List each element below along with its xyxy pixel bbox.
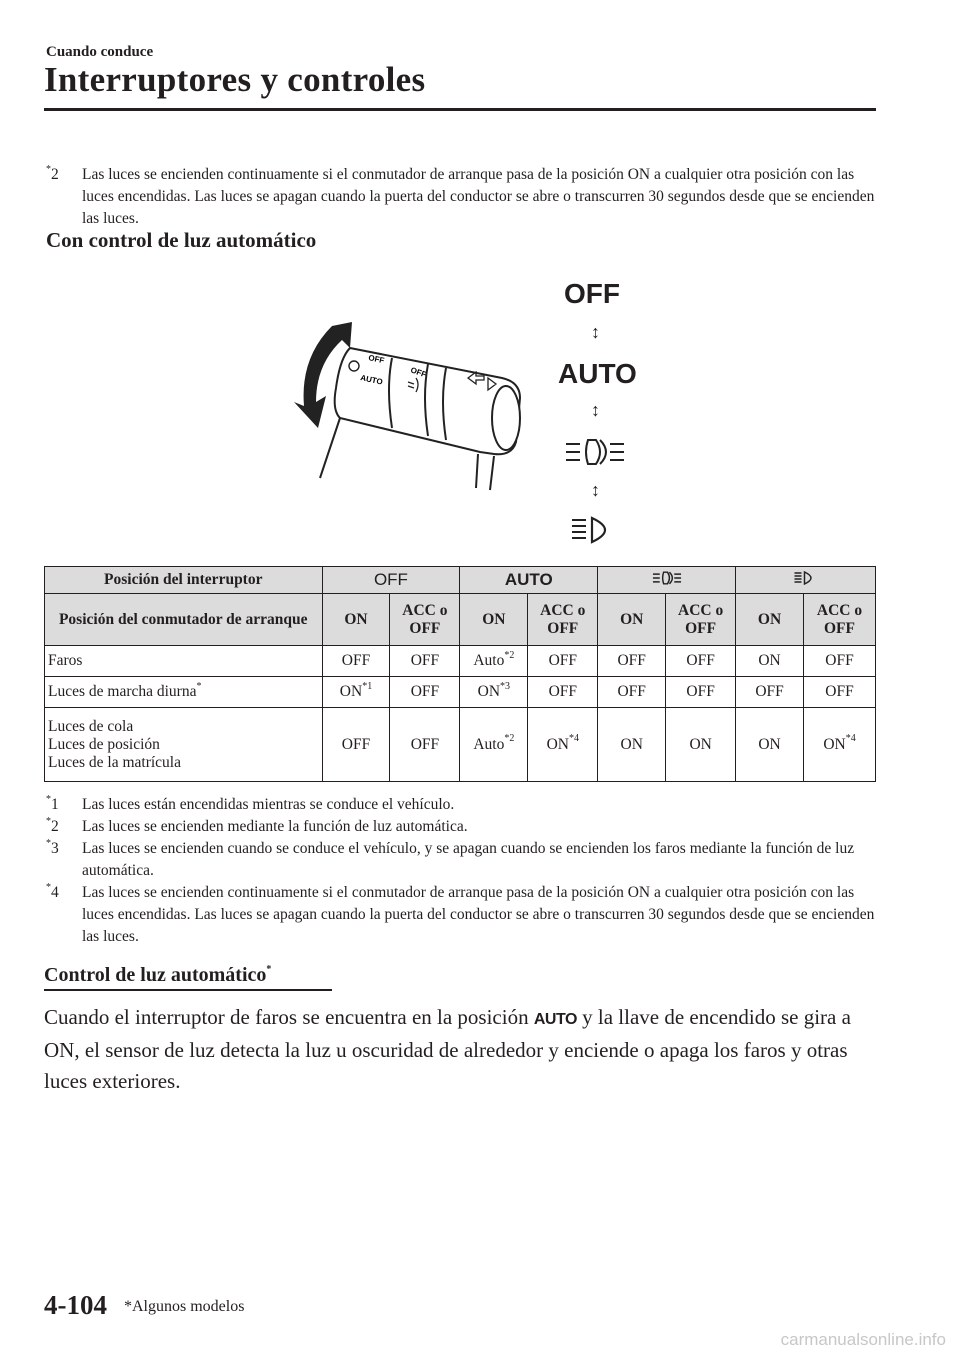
table-cell: Auto$^{*2}$ (460, 646, 528, 677)
watermark: carmanualsonline.info (780, 1330, 946, 1349)
arrow-icon: ↕ (591, 322, 600, 342)
stalk-label-off-2: OFF (409, 365, 428, 380)
ignition-cell: ACC o OFF (666, 594, 736, 646)
table-cell: OFF (804, 646, 876, 677)
ignition-cell: ON (598, 594, 666, 646)
ignition-cell: ACC o OFF (528, 594, 598, 646)
table-cell: OFF (390, 677, 460, 708)
row-label: Faros (45, 646, 323, 677)
headlight-switch-diagram (280, 278, 640, 550)
footnote-marker: *2 (46, 815, 59, 835)
header-headlight (736, 567, 876, 594)
table-cell: ON (666, 708, 736, 782)
table-cell: OFF (322, 646, 390, 677)
table-cell: ON (736, 708, 804, 782)
ignition-cell: ACC o OFF (390, 594, 460, 646)
arrow-icon: ↕ (591, 400, 600, 420)
table-cell: ON$^{*4}$ (528, 708, 598, 782)
table-cell: OFF (322, 708, 390, 782)
row-label: Luces de marcha diurna* (45, 677, 323, 708)
arrow-icon: ↕ (591, 480, 600, 500)
footnote (46, 816, 876, 838)
footnotes (46, 794, 876, 948)
auto-badge: AUTO (533, 1011, 577, 1028)
ignition-cell: ACC o OFF (804, 594, 876, 646)
table-cell: OFF (528, 646, 598, 677)
section-label: Cuando conduce (46, 44, 154, 60)
footer-note: *Algunos modelos (124, 1298, 245, 1315)
footnote-text: Las luces están encendidas mientras se conduce el vehículo. (82, 796, 455, 813)
table-cell: OFF (804, 677, 876, 708)
headlight-icon (570, 512, 620, 553)
footnote (46, 794, 876, 816)
footnote-text: Las luces se encienden cuando se conduce el vehículo, y se apagan cuando se encienden los faros mediante la función de luz automática. (82, 840, 855, 879)
light-operation-table (44, 566, 876, 782)
table-cell: OFF (598, 677, 666, 708)
header-parking-light (598, 567, 736, 594)
footnote-marker: *4 (46, 881, 59, 901)
table-row (45, 708, 876, 782)
table-cell: OFF (666, 646, 736, 677)
table-cell: OFF (528, 677, 598, 708)
position-label-off: OFF (564, 278, 620, 309)
ignition-label: Posición del conmutador de arranque (45, 594, 323, 646)
table-cell: Auto$^{*2}$ (460, 708, 528, 782)
ignition-cell: ON (460, 594, 528, 646)
table-cell: OFF (390, 646, 460, 677)
footnote-marker: *2 (46, 163, 59, 183)
row-label: Luces de cola Luces de posición Luces de la matrícula (45, 708, 323, 782)
footnote-marker: *1 (46, 793, 59, 813)
top-footnote (46, 164, 876, 230)
table-cell: OFF (736, 677, 804, 708)
title-rule (44, 108, 876, 111)
footnote-marker: *3 (46, 837, 59, 857)
table-cell: ON$^{*1}$ (322, 677, 390, 708)
body-paragraph: Cuando el interruptor de faros se encuentra en la posición AUTO y la llave de encendido se gira a ON, el sensor de luz detecta la luz u oscuridad de alrededor y enciende o apaga los faros y otras luces exteriores. (44, 1005, 851, 1093)
stalk-label-off: OFF (367, 353, 386, 366)
table-cell: ON$^{*3}$ (460, 677, 528, 708)
parking-light-icon (564, 434, 626, 475)
table-cell: ON$^{*4}$ (804, 708, 876, 782)
table-cell: OFF (666, 677, 736, 708)
footnote-text: Las luces se encienden mediante la función de luz automática. (82, 818, 468, 835)
table-cell: ON (736, 646, 804, 677)
footnote (46, 838, 876, 882)
header-label: Posición del interruptor (45, 567, 323, 594)
table-cell: OFF (390, 708, 460, 782)
ignition-row (45, 594, 876, 646)
page-number: 4-104 (44, 1290, 107, 1320)
table-body (45, 646, 876, 782)
header-off: OFF (322, 567, 460, 594)
stalk-label-auto: AUTO (359, 373, 384, 387)
header-auto: AUTO (460, 567, 598, 594)
table-row (45, 677, 876, 708)
footnote-text: Las luces se encienden continuamente si el conmutador de arranque pasa de la posición ON a cualquier otra posición con las luces encendidas. Las luces se apagan cuando la puerta del conductor se abre o transcurren 30 segundos desde que se encienden las luces. (82, 166, 875, 227)
table-cell: OFF (598, 646, 666, 677)
page-title: Interruptores y controles (44, 60, 426, 99)
table-row (45, 646, 876, 677)
table-header-row (45, 567, 876, 594)
ignition-cell: ON (736, 594, 804, 646)
ignition-cell: ON (322, 594, 390, 646)
table-cell: ON (598, 708, 666, 782)
parking-light-icon (652, 569, 682, 587)
footnote-text: Las luces se encienden continuamente si el conmutador de arranque pasa de la posición ON a cualquier otra posición con las luces encendidas. Las luces se apagan cuando la puerta del conductor se abre o transcurren 30 segundos desde que se encienden las luces. (82, 884, 875, 945)
footnote (46, 882, 876, 948)
position-label-auto: AUTO (558, 358, 637, 389)
subheading-auto-light: Con control de luz automático (46, 228, 317, 252)
section-heading-rule (44, 989, 332, 991)
section-heading-auto-light: Control de luz automático* (44, 964, 272, 986)
headlight-icon (793, 569, 819, 587)
